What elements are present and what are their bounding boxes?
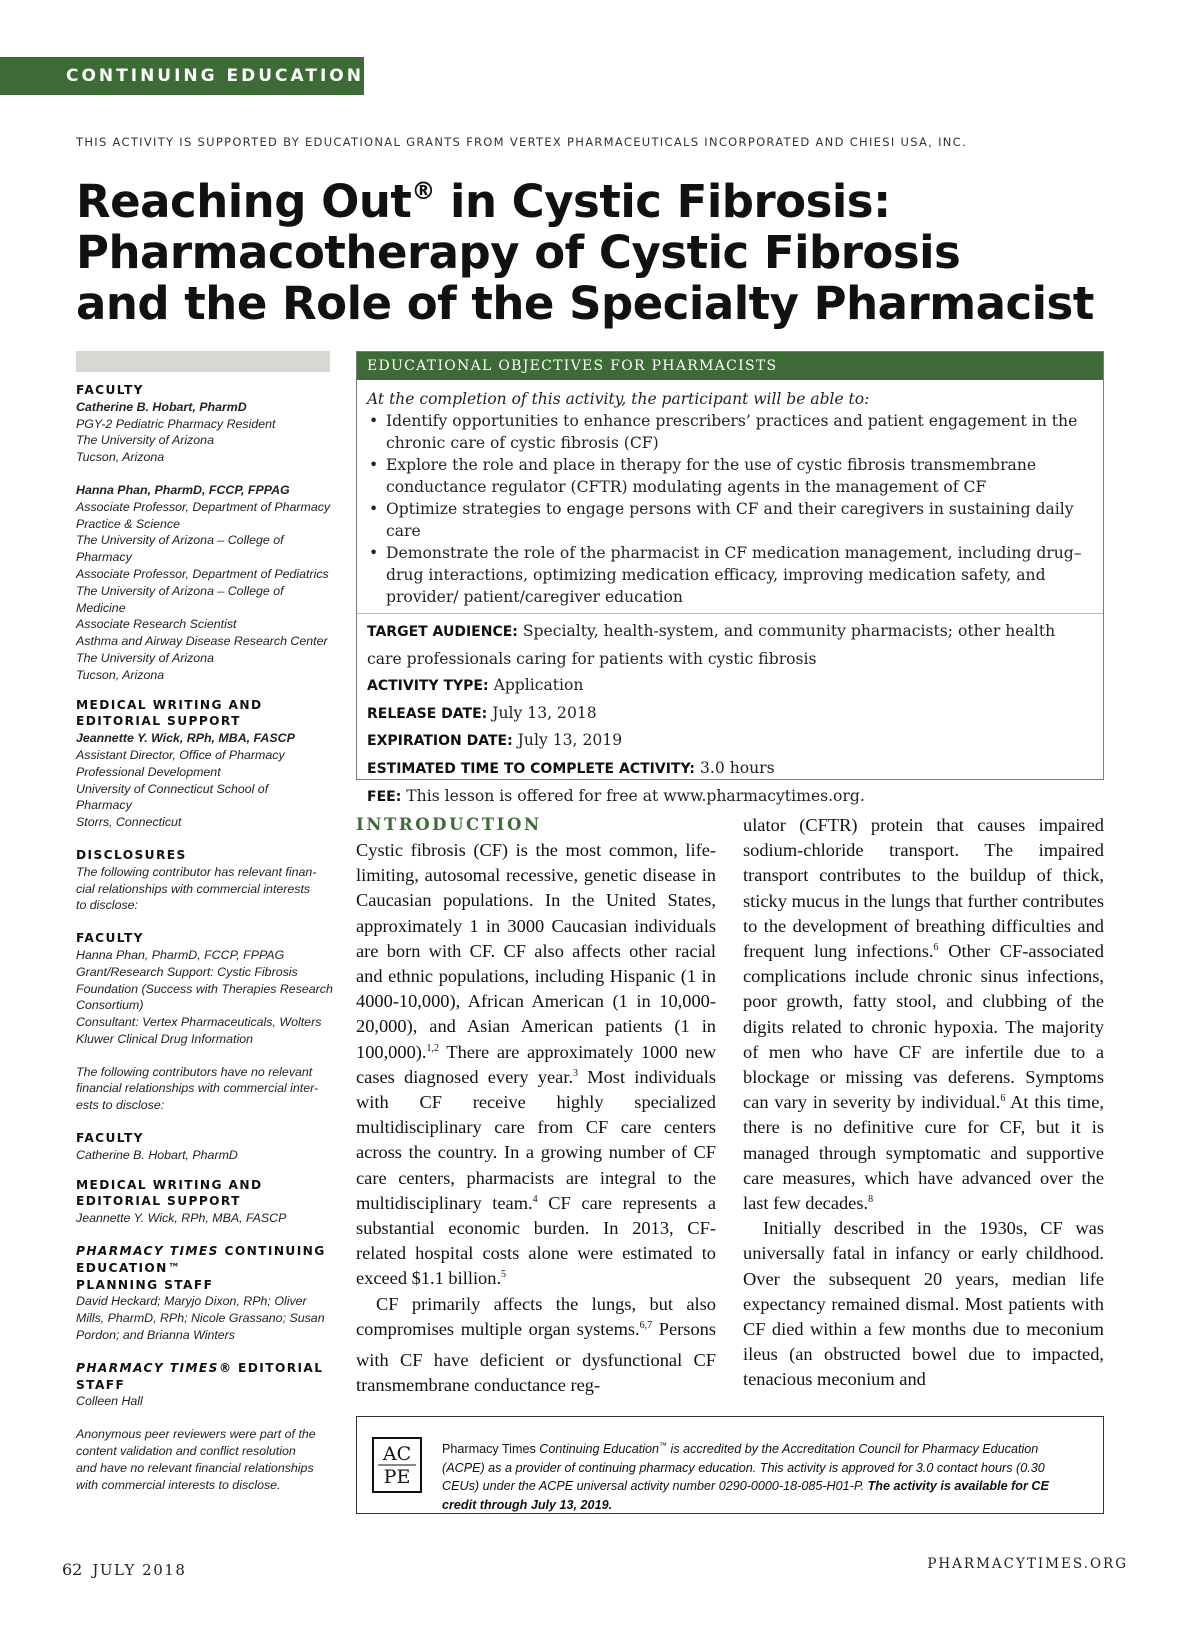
body-column-2	[743, 813, 1104, 1393]
sidebar-top-rule	[76, 351, 330, 372]
objective-item: • Identify opportunities to enhance prescribers’ practices and patient engagement in the chronic care of cystic fibrosis (CF)	[367, 410, 1093, 454]
activity-type: ACTIVITY TYPE: Application	[367, 676, 584, 695]
objectives-intro: At the completion of this activity, the participant will be able to:	[367, 390, 870, 408]
title-line-2: Pharmacotherapy of Cystic Fibrosis	[76, 226, 961, 279]
body-column-1	[356, 838, 716, 1398]
article-title	[76, 176, 1126, 329]
objective-item: • Optimize strategies to engage persons with CF and their caregivers in sustaining daily care	[367, 498, 1093, 542]
paragraph: ulator (CFTR) protein that causes impaired sodium-chloride transport. The impaired transport contributes to the buildup of thick, sticky mucus in the lungs that further contributes to the development of breathing difficulties and frequent lung infections.$^6$ Other CF-associated complications include chronic sinus infections, poor growth, fatty stool, and clubbing of the digits related to chronic hypoxia. The majority of men who have CF are infertile due to a blockage or missing vas deferens. Symptoms can vary in severity by individual.$^6$ At this time, there is no definitive cure for CF, but it is managed through symptomatic and supportive care measures, which have advanced over the last few decades.$^8$	[743, 815, 1105, 1214]
activity-details	[357, 614, 1103, 810]
target-audience: TARGET AUDIENCE: Specialty, health-system, and community pharmacists; other health care professionals caring for patients with cystic fibrosis	[367, 622, 1056, 668]
release-date: RELEASE DATE: July 13, 2018	[367, 703, 597, 722]
disclosures-heading: DISCLOSURES	[76, 847, 187, 862]
faculty-name: Catherine B. Hobart, PharmD	[76, 399, 247, 414]
issue-date: JULY 2018	[92, 1561, 187, 1579]
page-folio	[62, 1560, 186, 1579]
estimated-time: ESTIMATED TIME TO COMPLETE ACTIVITY: 3.0 hours	[367, 758, 775, 777]
objective-item: • Explore the role and place in therapy for the use of cystic fibrosis transmembrane conductance regulator (CFTR) modulating agents in the management of CF	[367, 454, 1093, 498]
fee: FEE: This lesson is offered for free at www.pharmacytimes.org.	[367, 786, 865, 805]
section-banner: CONTINUING EDUCATION	[0, 57, 364, 95]
paragraph: Cystic fibrosis (CF) is the most common, life-limiting, autosomal recessive, genetic disease in Caucasian populations. In the United States, approximately 1 in 3000 Caucasian individuals are born with CF. CF also affects other racial and ethnic populations, including Hispanic (1 in 4000-10,000), African American (1 in 10,000-20,000), and Asian American patients (1 in 100,000).$^{1,2}$ There are approximately 1000 new cases diagnosed every year.$^3$ Most individuals with CF receive highly specialized multidisciplinary care from CF care centers across the country. In a growing number of CF care centers, pharmacists are integral to the multidisciplinary team.$^4$ CF care represents a substantial economic burden. In 2013, CF-related hospital costs alone were estimated to exceed $1.1 billion.$^5$	[356, 840, 717, 1289]
introduction-heading: INTRODUCTION	[356, 815, 542, 834]
writer-name: Jeannette Y. Wick, RPh, MBA, FASCP	[76, 731, 295, 746]
accreditation-statement: Pharmacy Times Continuing Education™ is accredited by the Accreditation Council for Pharmacy Education (ACPE) as a provider of continuing pharmacy education. This activity is approved for 3.0 contact hours (0.30 CEUs) under the ACPE universal activity number 0290-0000-18-085-H01-P. The activity is available for CE credit through July 13, 2019.	[442, 1441, 1049, 1512]
objective-item: • Demonstrate the role of the pharmacist in CF medication management, including drug–drug interactions, optimizing medication efficacy, improving medication safety, and provider/ patient/caregiver education	[367, 542, 1093, 608]
svg-text:PE: PE	[383, 1466, 411, 1488]
faculty-name: Hanna Phan, PharmD, FCCP, FPPAG	[76, 482, 290, 497]
objectives-heading: EDUCATIONAL OBJECTIVES FOR PHARMACISTS	[357, 352, 1103, 380]
expiration-date: EXPIRATION DATE: July 13, 2019	[367, 731, 623, 750]
title-line-1: Reaching Out® in Cystic Fibrosis:	[76, 175, 891, 228]
faculty-sidebar: FACULTY Catherine B. Hobart, PharmD PGY-2 Pediatric Pharmacy Resident The University of Arizona Tucson, Arizona Hanna Phan, PharmD, FCCP, FPPAG Associate Professor, Department of Pharmacy Practice & Science The University of Arizona – College of Pharmacy Associate Professor, Department of Pediatrics The University of Arizona – College of Medicine Associate Research Scientist Asthma and Airway Disease Research Center The University of Arizona Tucson, Arizona MEDICAL WRITING AND EDITORIAL SUPPORT Jeannette Y. Wick, RPh, MBA, FASCP Assistant Director, Office of Pharmacy Professional Development University of Connecticut School of Pharmacy Storrs, Connecticut DISCLOSURES The following contributor has relevant finan- cial relationships with commercial interests to disclose: FACULTY Hanna Phan, PharmD, FCCP, FPPAG Grant/Research Support: Cystic Fibrosis Foundation (Success with Therapies Research Consortium) Consultant: Vertex Pharmaceuticals, Wolters Kluwer Clinical Drug Information The following contributors have no relevant financial relationships with commercial inter- ests to disclose: FACULTY Catherine B. Hobart, PharmD MEDICAL WRITING AND EDITORIAL SUPPORT Jeannette Y. Wick, RPh, MBA, FASCP PHARMACY TIMES CONTINUING EDUCATION™ PLANNING STAFF David Heckard; Maryjo Dixon, RPh; Oliver Mills, PharmD, RPh; Nicole Grassano; Susan Pordon; and Brianna Winters PHARMACY TIMES® EDITORIAL STAFF Colleen Hall Anonymous peer reviewers were part of the content validation and conflict resolution and have no relevant financial relationships with commercial interests to disclose.	[76, 382, 338, 1493]
objectives-box	[356, 351, 1104, 805]
acpe-logo	[372, 1437, 422, 1493]
pt-editorial-heading: PHARMACY TIMES® EDITORIAL	[76, 1360, 324, 1375]
title-line-3: and the Role of the Specialty Pharmacist	[76, 277, 1094, 330]
medical-writing-heading: MEDICAL WRITING AND	[76, 697, 263, 712]
paragraph: Initially described in the 1930s, CF was universally fatal in infancy or early childhood. Over the subsequent 20 years, median life expectancy remained dismal. Most patients with CF died within a few months due to meconium ileus (an obstructed bowel due to impacted, tenacious meconium and	[743, 1218, 1104, 1390]
svg-text:AC: AC	[382, 1443, 412, 1465]
faculty-heading: FACULTY	[76, 383, 144, 397]
accreditation-box	[356, 1416, 1104, 1514]
page-number: 62	[62, 1560, 83, 1579]
grant-support-line: THIS ACTIVITY IS SUPPORTED BY EDUCATIONAL GRANTS FROM VERTEX PHARMACEUTICALS INCORPORATED AND CHIESI USA, INC.	[76, 135, 967, 149]
objectives-list	[357, 410, 1103, 608]
site-url: PHARMACYTIMES.ORG	[927, 1556, 1128, 1572]
pt-ce-staff-heading: PHARMACY TIMES CONTINUING	[76, 1244, 326, 1259]
paragraph: CF primarily affects the lungs, but also compromises multiple organ systems.$^{6,7}$ Persons with CF have deficient or dysfunctional CF transmembrane conductance reg-	[356, 1293, 716, 1396]
